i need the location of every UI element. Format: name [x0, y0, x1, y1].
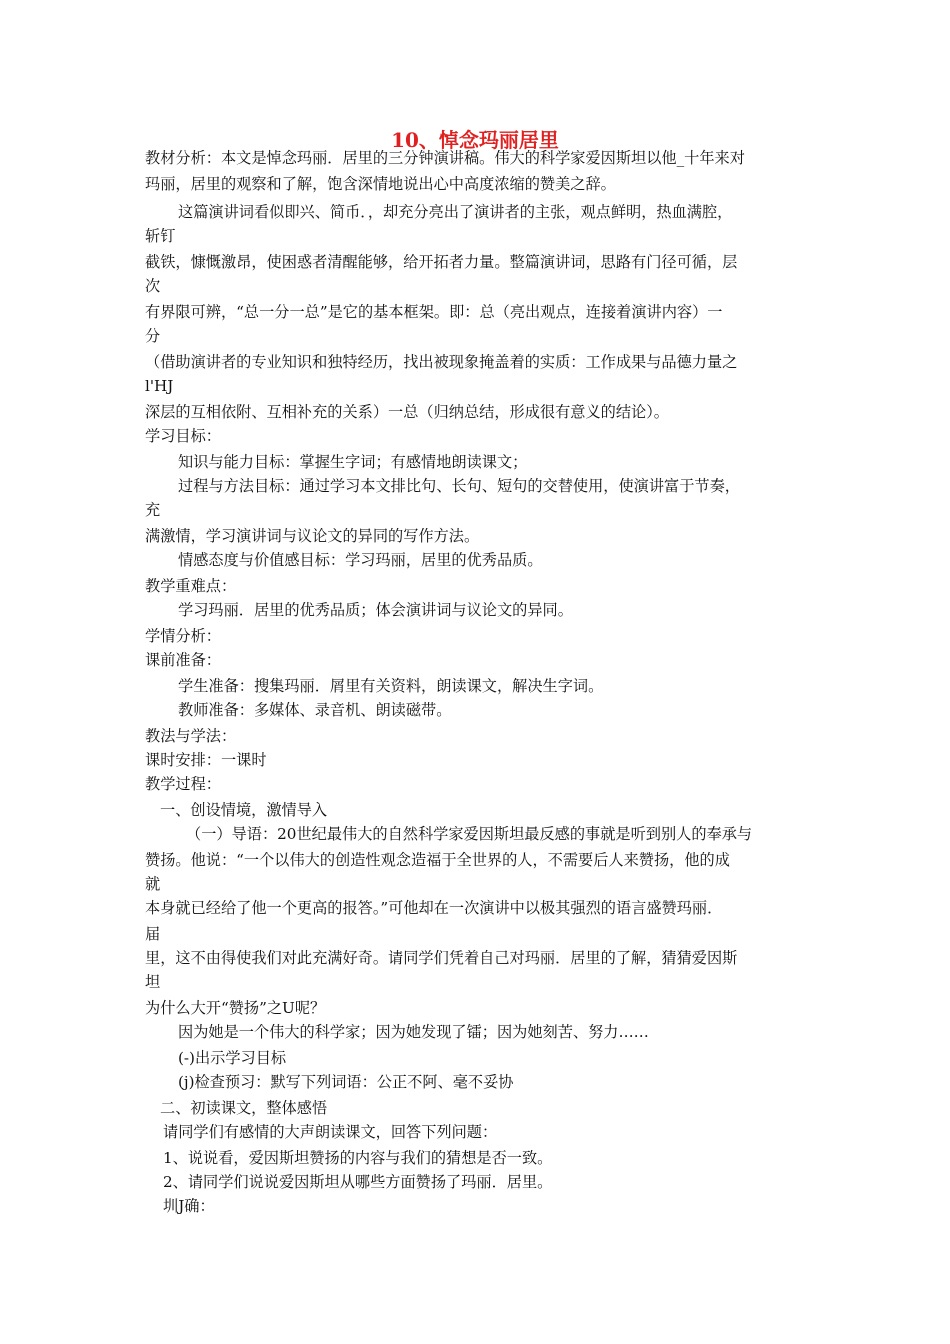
text-line: 因为她是一个伟大的科学家；因为她发现了镭；因为她刻苦、努力……: [178, 1023, 649, 1041]
text-line: （一）导语：20世纪最伟大的自然科学家爱因斯坦最反感的事就是听到别人的奉承与: [186, 825, 753, 843]
text-line: 为什么大开“赞扬”之U呢？: [145, 999, 326, 1017]
text-line: 满激情，学习演讲词与议论文的异同的写作方法。: [145, 527, 480, 545]
text-line: 就: [145, 875, 161, 893]
section-heading: 教学过程：: [145, 775, 221, 793]
text-line: 知识与能力目标：掌握生字词；有感情地朗读课文；: [178, 453, 528, 471]
text-line: 本身就已经给了他一个更高的报答。”可他却在一次演讲中以极其强烈的语言盛赞玛丽．: [145, 899, 723, 917]
text-line: 圳J确：: [163, 1197, 215, 1215]
text-line: 有界限可辨，“总一分一总”是它的基本框架。即：总（亮出观点，连接着演讲内容）一: [145, 303, 723, 321]
section-heading: 课前准备：: [145, 651, 221, 669]
text-line: 坦: [145, 973, 161, 991]
section-heading: 学情分析：: [145, 627, 221, 645]
section-heading: 教学重难点：: [145, 577, 237, 595]
document-title: 10、悼念玛丽居里: [391, 128, 559, 152]
section-heading: 课时安排：一课时: [145, 751, 267, 769]
text-line: 2、请同学们说说爱因斯坦从哪些方面赞扬了玛丽．居里。: [163, 1173, 553, 1191]
text-line: 分: [145, 327, 161, 345]
text-line: 教师准备：多媒体、录音机、朗读磁带。: [178, 701, 452, 719]
text-line: 赞扬。他说：“一个以伟大的创造性观念造福于全世界的人，不需要后人来赞扬，他的成: [145, 851, 730, 869]
subsection-heading: 二、初读课文，整体感悟: [160, 1099, 328, 1117]
text-line: (j)检查预习：默写下列词语：公正不阿、毫不妥协: [178, 1073, 514, 1091]
text-line: 这篇演讲词看似即兴、简币．，却充分亮出了演讲者的主张，观点鲜明，热血满腔，: [178, 203, 733, 221]
text-line: 玛丽，居里的观察和了解，饱含深情地说出心中高度浓缩的赞美之辞。: [145, 175, 616, 193]
section-heading: 教法与学法：: [145, 727, 237, 745]
text-line: 届: [145, 925, 161, 943]
text-line: 学生准备：搜集玛丽．屑里有关资料，朗读课文，解决生字词。: [178, 677, 604, 695]
text-line: 斩钉: [145, 227, 176, 245]
text-line: 1、说说看，爱因斯坦赞扬的内容与我们的猜想是否一致。: [163, 1149, 553, 1167]
text-line: l'HJ: [145, 377, 174, 395]
text-line: (-)出示学习目标: [178, 1049, 287, 1067]
text-line: 截铁，慷慨激昂，使困惑者清醒能够，给开拓者力量。整篇演讲词，思路有门径可循，层: [145, 253, 738, 271]
text-line: 过程与方法目标：通过学习本文排比句、长句、短句的交替使用，使演讲富于节奏，: [178, 477, 740, 495]
text-line: 情感态度与价值感目标：学习玛丽，居里的优秀品质。: [178, 551, 543, 569]
subsection-heading: 一、创设情境，激情导入: [160, 801, 328, 819]
text-line: 深层的互相依附、互相补充的关系）一总（归纳总结，形成很有意义的结论）。: [145, 403, 669, 421]
text-line: 里，这不由得使我们对此充满好奇。请同学们凭着自己对玛丽．居里的了解，猜猜爱因斯: [145, 949, 738, 967]
text-line: 请同学们有感情的大声朗读课文，回答下列问题：: [163, 1123, 498, 1141]
text-line: 次: [145, 277, 161, 295]
text-line: 学习玛丽．居里的优秀品质；体会演讲词与议论文的异同。: [178, 601, 573, 619]
text-line: （借助演讲者的专业知识和独特经历，找出被现象掩盖着的实质：工作成果与品德力量之: [145, 353, 738, 371]
section-heading: 学习目标：: [145, 427, 221, 445]
text-line: 教材分析：本文是悼念玛丽．居里的三分钟演讲稿。伟大的科学家爱因斯坦以他_十年来对: [145, 149, 745, 167]
text-line: 充: [145, 501, 161, 519]
